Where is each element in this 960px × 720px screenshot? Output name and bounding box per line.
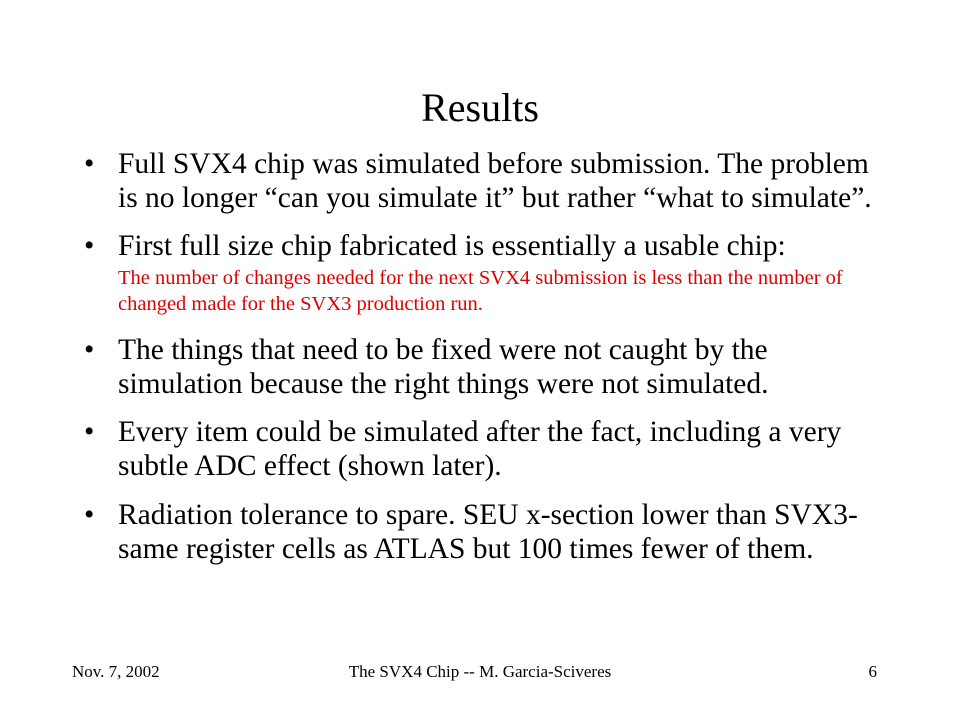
bullet-text: The things that need to be fixed were not caught by the simulation because the right things were not simulated. — [118, 334, 769, 400]
bullet-icon: • — [84, 499, 95, 531]
bullet-icon: • — [84, 148, 95, 180]
bullet-text: Every item could be simulated after the fact, including a very subtle ADC effect (shown later). — [118, 416, 842, 482]
bullet-icon: • — [84, 334, 95, 366]
slide-title: Results — [421, 85, 539, 130]
bullet-item — [84, 229, 884, 317]
bullet-text: Full SVX4 chip was simulated before submission. The problem is no longer “can you simulate it” but rather “what to simulate”. — [118, 148, 872, 214]
bullet-item — [84, 498, 884, 566]
footer-date: Nov. 7, 2002 — [72, 662, 160, 681]
bullet-item — [84, 415, 884, 483]
bullet-icon: • — [84, 416, 95, 448]
bullet-text: Radiation tolerance to spare. SEU x-section lower than SVX3- same register cells as ATLAS but 100 times fewer of them. — [118, 499, 858, 565]
bullet-icon: • — [84, 230, 95, 262]
bullet-text: First full size chip fabricated is essentially a usable chip: — [118, 230, 786, 262]
footer-page-number: 6 — [868, 662, 877, 681]
footer-presentation-title: The SVX4 Chip -- M. Garcia-Sciveres — [348, 662, 612, 681]
bullet-item — [84, 333, 884, 401]
bullet-item — [84, 147, 884, 215]
bullet-subtext-highlight: The number of changes needed for the next SVX4 submission is less than the number of changed made for the SVX3 production run. — [118, 267, 843, 315]
bullet-list — [84, 147, 884, 566]
